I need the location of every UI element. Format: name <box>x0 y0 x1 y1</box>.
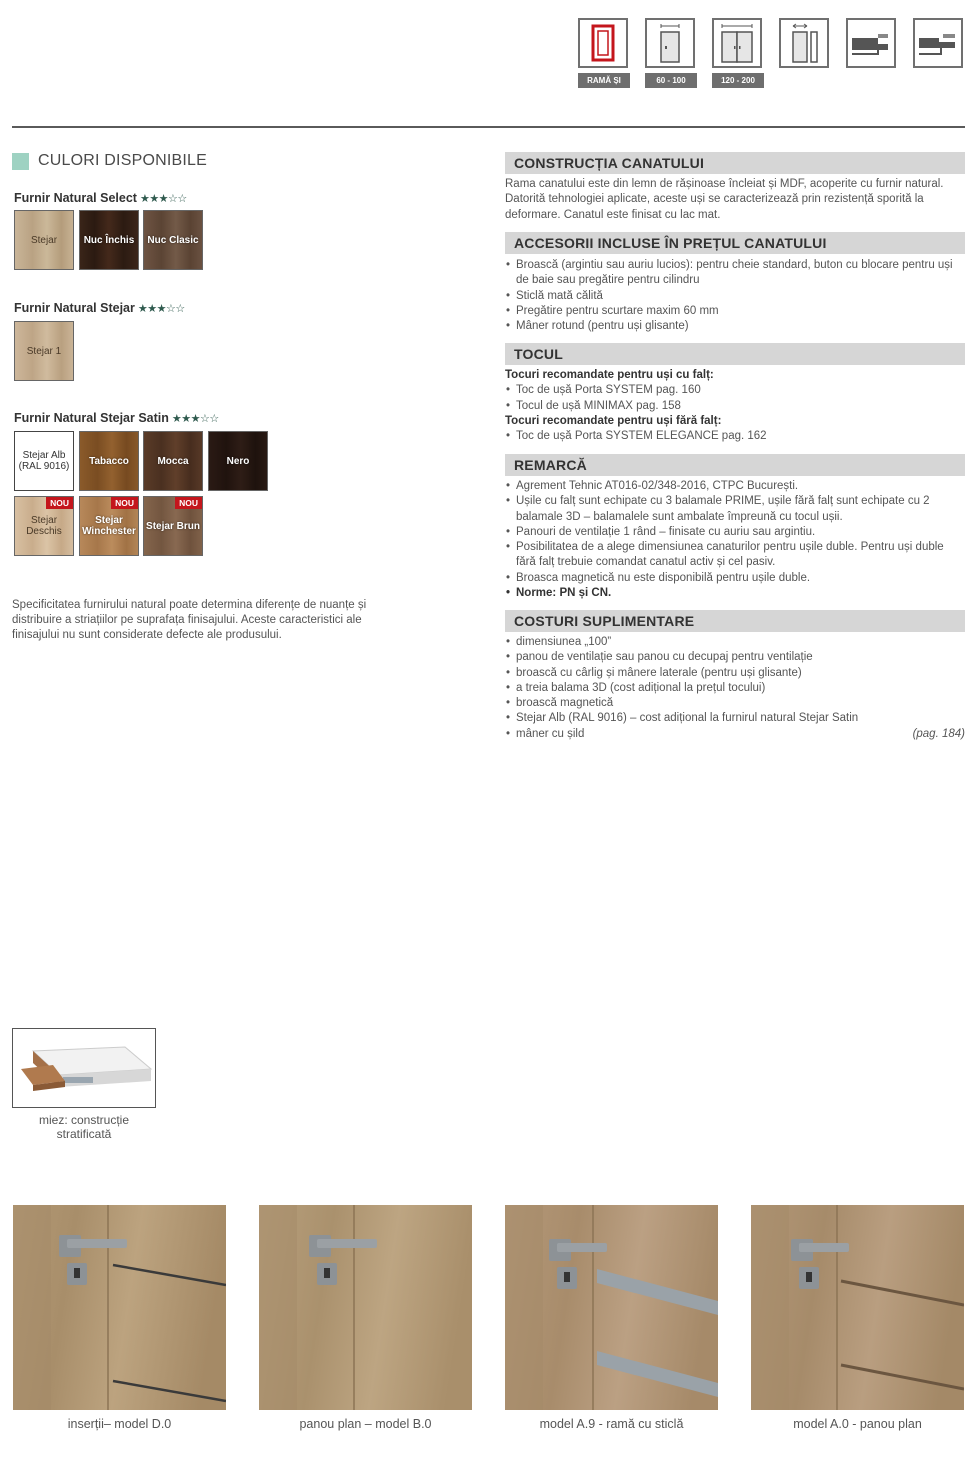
rebate-profile-icon <box>846 18 896 68</box>
list-item: • Broasca magnetică nu este disponibilă pentru ușile duble. <box>505 571 965 586</box>
list-item: • panou de ventilație sau panou cu decupaj pentru ventilație <box>505 650 965 665</box>
section-marker <box>12 153 29 170</box>
rating-stars: ★★★☆☆ <box>139 193 187 205</box>
flush-profile-icon <box>913 18 963 68</box>
list-item: • Toc de ușă Porta SYSTEM pag. 160 <box>505 383 965 398</box>
door-model-d0-image <box>13 1205 226 1410</box>
list-item: • broască cu cârlig și mânere laterale (pentru uși glisante) <box>505 666 965 681</box>
list-item: • broască magnetică <box>505 696 965 711</box>
nou-badge: NOU <box>111 497 138 509</box>
swatch-stejar-alb[interactable]: Stejar Alb (RAL 9016) <box>14 431 74 491</box>
list-item: • Pregătire pentru scurtare maxim 60 mm <box>505 304 965 319</box>
swatch-stejar-1[interactable]: Stejar 1 <box>14 321 74 381</box>
list-item: • mâner cu șild (pag. 184) <box>505 727 965 742</box>
section-remarca-body <box>505 479 965 601</box>
list-item: • Sticlă mată călită <box>505 289 965 304</box>
list-item: • Toc de ușă Porta SYSTEM ELEGANCE pag. 162 <box>505 429 965 444</box>
swatch-stejar-winchester[interactable]: Stejar Winchester NOU <box>79 496 139 556</box>
list-item: • Broască (argintiu sau auriu lucios): pentru cheie standard, buton cu blocare pentru uși de baie sau pregătire pentru cilindru <box>505 258 965 289</box>
swatch-stejar-deschis[interactable]: Stejar Deschis NOU <box>14 496 74 556</box>
section-tocul-body <box>505 368 965 444</box>
list-item: • a treia balama 3D (cost adițional la prețul tocului) <box>505 681 965 696</box>
list-item: • Panouri de ventilație 1 rând – finisate cu auriu sau argintiu. <box>505 525 965 540</box>
section-costuri-body <box>505 635 965 742</box>
single-door-label: 60 - 100 <box>645 73 697 88</box>
section-costuri-header: COSTURI SUPLIMENTARE <box>505 610 965 632</box>
door-model-a0-image <box>751 1205 964 1410</box>
list-item: • dimensiunea „100” <box>505 635 965 650</box>
section-accesorii-body <box>505 258 965 334</box>
tocul-subheading: Tocuri recomandate pentru uși cu falț: <box>505 369 714 381</box>
section-constructia-header: CONSTRUCȚIA CANATULUI <box>505 152 965 174</box>
section-tocul-header: TOCUL <box>505 343 965 365</box>
list-item-norme: • Norme: PN și CN. <box>505 586 965 601</box>
group-title-stejar-satin: Furnir Natural Stejar Satin ★★★☆☆ <box>14 411 219 425</box>
swatch-mocca[interactable]: Mocca <box>143 431 203 491</box>
door-model-b0-caption: panou plan – model B.0 <box>299 1417 432 1431</box>
swatch-nero[interactable]: Nero <box>208 431 268 491</box>
list-item: • Stejar Alb (RAL 9016) – cost adițional la furnirul natural Stejar Satin <box>505 711 965 726</box>
core-construction-caption: miez: construcție stratificată <box>38 1113 130 1141</box>
rama-si-panou-label: RAMĂ ȘI PANOU <box>578 73 630 88</box>
double-door-label: 120 - 200 <box>712 73 764 88</box>
list-item: • Posibilitatea de a alege dimensiunea canaturilor pentru ușile duble. Pentru uși duble fără falț trebuie comandat canatul activ și cel pasiv. <box>505 540 965 571</box>
nou-badge: NOU <box>46 497 73 509</box>
door-model-a9-caption: model A.9 - ramă cu sticlă <box>539 1417 684 1431</box>
door-model-d0-caption: inserții– model D.0 <box>67 1417 172 1431</box>
rating-stars: ★★★☆☆ <box>137 303 185 315</box>
door-model-a9-image <box>505 1205 718 1410</box>
section-accesorii-header: ACCESORII INCLUSE ÎN PREȚUL CANATULUI <box>505 232 965 254</box>
nou-badge: NOU <box>175 497 202 509</box>
section-remarca-header: REMARCĂ <box>505 454 965 476</box>
door-model-a0-caption: model A.0 - panou plan <box>793 1417 922 1431</box>
culori-title: CULORI DISPONIBILE <box>38 152 207 169</box>
list-item: • Ușile cu falț sunt echipate cu 3 balamale PRIME, ușile fără falț sunt echipate cu 2 balamale 3D – balamalele sunt ambalate împreună cu tocul ușii. <box>505 494 965 525</box>
swatch-stejar[interactable]: Stejar <box>14 210 74 270</box>
double-door-icon <box>712 18 762 68</box>
single-door-icon <box>645 18 695 68</box>
door-model-b0-image <box>259 1205 472 1410</box>
swatch-tabacco[interactable]: Tabacco <box>79 431 139 491</box>
swatch-nuc-inchis[interactable]: Nuc Închis <box>79 210 139 270</box>
rating-stars: ★★★☆☆ <box>171 413 219 425</box>
list-item: • Mâner rotund (pentru uși glisante) <box>505 319 965 334</box>
page-reference: (pag. 184) <box>912 727 965 740</box>
sliding-door-icon <box>779 18 829 68</box>
list-item: • Tocul de ușă MINIMAX pag. 158 <box>505 399 965 414</box>
tocul-subheading: Tocuri recomandate pentru uși fără falț: <box>505 414 722 427</box>
header-divider <box>12 126 965 128</box>
list-item: • Agrement Tehnic AT016-02/348-2016, CTPC București. <box>505 479 965 494</box>
swatch-nuc-clasic[interactable]: Nuc Clasic <box>143 210 203 270</box>
core-construction-image <box>12 1028 156 1108</box>
swatch-stejar-brun[interactable]: Stejar Brun NOU <box>143 496 203 556</box>
rama-si-panou-icon <box>578 18 628 68</box>
group-title-select: Furnir Natural Select ★★★☆☆ <box>14 191 187 205</box>
veneer-note: Specificitatea furnirului natural poate determina diferențe de nuanțe și distribuire a striațiilor pe suprafața finisajului. Aceste caracteristici ale finisajului nu sunt considerate defecte ale produsului. <box>12 599 367 641</box>
section-constructia-body: Rama canatului este din lemn de rășinoase încleiat și MDF, acoperite cu furnir natural. Datorită tehnologiei aplicate, aceste uși se caracterizează prin rezistență sporită la deformare. Canatul este finisat cu lac mat. <box>505 178 944 221</box>
group-title-stejar: Furnir Natural Stejar ★★★☆☆ <box>14 301 185 315</box>
